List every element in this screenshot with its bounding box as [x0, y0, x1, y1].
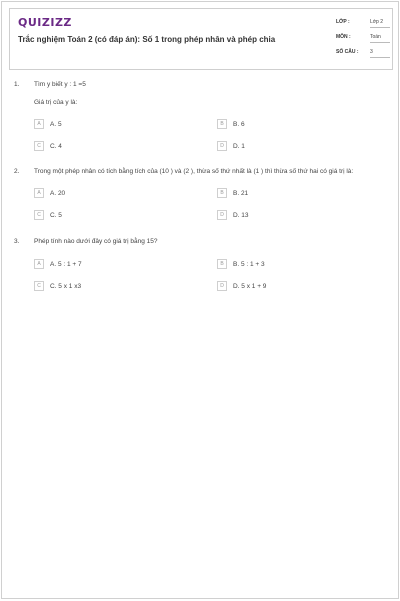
option-text: C. 5 — [50, 211, 62, 219]
question-number: 2. — [14, 168, 20, 175]
option-a[interactable] — [34, 187, 65, 199]
option-d[interactable] — [217, 140, 245, 152]
option-text: C. 5 x 1 x3 — [50, 282, 82, 290]
option-text: A. 5 — [50, 120, 62, 128]
question-number: 1. — [14, 81, 20, 88]
option-letter-box: A — [34, 188, 44, 198]
option-d[interactable] — [217, 280, 266, 292]
option-b[interactable] — [217, 258, 265, 270]
option-c[interactable] — [34, 209, 62, 221]
worksheet-header — [9, 8, 393, 70]
question-text: Tìm y biết y : 1 =5 — [34, 81, 86, 88]
worksheet-page — [1, 1, 399, 599]
meta-label-count: SỐ CÂU : — [336, 49, 359, 55]
option-letter-box: D — [217, 281, 227, 291]
option-letter-box: B — [217, 188, 227, 198]
option-a[interactable] — [34, 118, 62, 130]
option-text: B. 6 — [233, 120, 245, 128]
option-b[interactable] — [217, 118, 245, 130]
meta-row-count — [336, 49, 390, 64]
option-text: B. 21 — [233, 189, 249, 197]
option-text: A. 20 — [50, 189, 66, 197]
quizizz-logo: QUIZIZZ — [18, 16, 72, 29]
option-a[interactable] — [34, 258, 82, 270]
option-letter-box: D — [217, 141, 227, 151]
option-letter-box: A — [34, 259, 44, 269]
option-letter-box: B — [217, 119, 227, 129]
option-text: C. 4 — [50, 142, 62, 150]
meta-label-class: LỚP : — [336, 19, 350, 25]
option-c[interactable] — [34, 140, 62, 152]
option-letter-box: C — [34, 281, 44, 291]
option-text: D. 5 x 1 + 9 — [233, 282, 267, 290]
meta-row-subject — [336, 34, 390, 49]
question-text: Trong một phép nhân có tích bằng tích của (10 ) và (2 ), thừa số thứ nhất là (1 ) thì thừa số thứ hai có giá trị là: — [34, 168, 354, 175]
meta-label-subject: MÔN : — [336, 34, 351, 40]
meta-value-subject: Toán — [370, 34, 390, 43]
meta-panel — [336, 19, 390, 64]
option-letter-box: A — [34, 119, 44, 129]
worksheet-title: Trắc nghiệm Toán 2 (có đáp án): Số 1 trong phép nhân và phép chia — [18, 35, 276, 44]
option-c[interactable] — [34, 280, 81, 292]
option-text: D. 13 — [233, 211, 249, 219]
option-text: B. 5 : 1 + 3 — [233, 260, 265, 268]
option-letter-box: D — [217, 210, 227, 220]
meta-value-class: Lớp 2 — [370, 19, 390, 28]
meta-row-class — [336, 19, 390, 34]
option-text: A. 5 : 1 + 7 — [50, 260, 82, 268]
option-letter-box: B — [217, 259, 227, 269]
question-subtext: Giá trị của y là: — [34, 99, 78, 106]
option-b[interactable] — [217, 187, 248, 199]
meta-value-count: 3 — [370, 49, 390, 58]
question-number: 3. — [14, 238, 20, 245]
option-d[interactable] — [217, 209, 249, 221]
option-letter-box: C — [34, 141, 44, 151]
option-letter-box: C — [34, 210, 44, 220]
option-text: D. 1 — [233, 142, 245, 150]
question-text: Phép tính nào dưới đây có giá trị bằng 15? — [34, 238, 158, 245]
